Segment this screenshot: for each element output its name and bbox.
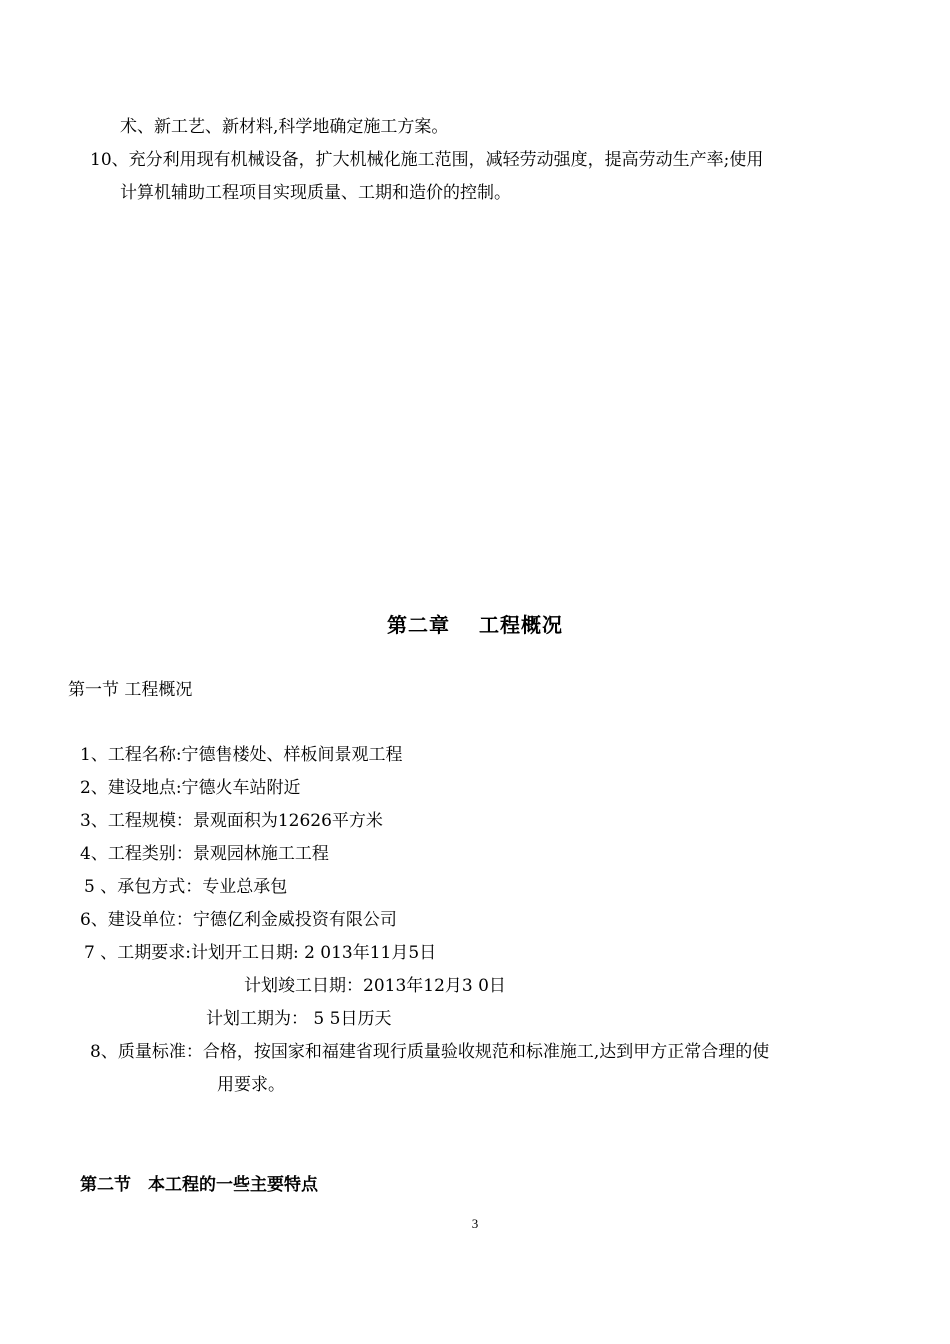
quality-standard-item: 8、质量标准：合格，按国家和福建省现行质量验收规范和标准施工,达到甲方正常合理的使 — [90, 1042, 770, 1062]
intro-line-1: 术、新工艺、新材料,科学地确定施工方案。 — [120, 117, 449, 137]
section-1-title: 第一节 工程概况 — [68, 680, 193, 700]
quality-standard-continued: 用要求。 — [217, 1075, 285, 1095]
chapter-title: 第二章 工程概况 — [387, 613, 563, 637]
project-location-item: 2、建设地点:宁德火车站附近 — [80, 778, 301, 798]
construction-unit-item: 6、建设单位：宁德亿利金威投资有限公司 — [80, 910, 397, 930]
schedule-start-item: 7 、工期要求:计划开工日期: 2 013年11月5日 — [84, 943, 437, 963]
project-name-item: 1、工程名称:宁德售楼处、样板间景观工程 — [80, 745, 403, 765]
page-number: 3 — [471, 1216, 479, 1231]
project-scale-item: 3、工程规模：景观面积为12626平方米 — [80, 811, 383, 831]
schedule-duration-item: 计划工期为： 5 5日历天 — [206, 1009, 392, 1029]
section-2-title: 第二节 本工程的一些主要特点 — [80, 1175, 318, 1195]
schedule-end-item: 计划竣工日期：2013年12月3 0日 — [244, 976, 506, 996]
project-category-item: 4、工程类别：景观园林施工工程 — [80, 844, 329, 864]
contract-mode-item: 5 、承包方式：专业总承包 — [84, 877, 288, 897]
intro-line-3: 计算机辅助工程项目实现质量、工期和造价的控制。 — [120, 183, 511, 203]
intro-line-2: 10、充分利用现有机械设备，扩大机械化施工范围，减轻劳动强度，提高劳动生产率;使用 — [90, 150, 764, 170]
